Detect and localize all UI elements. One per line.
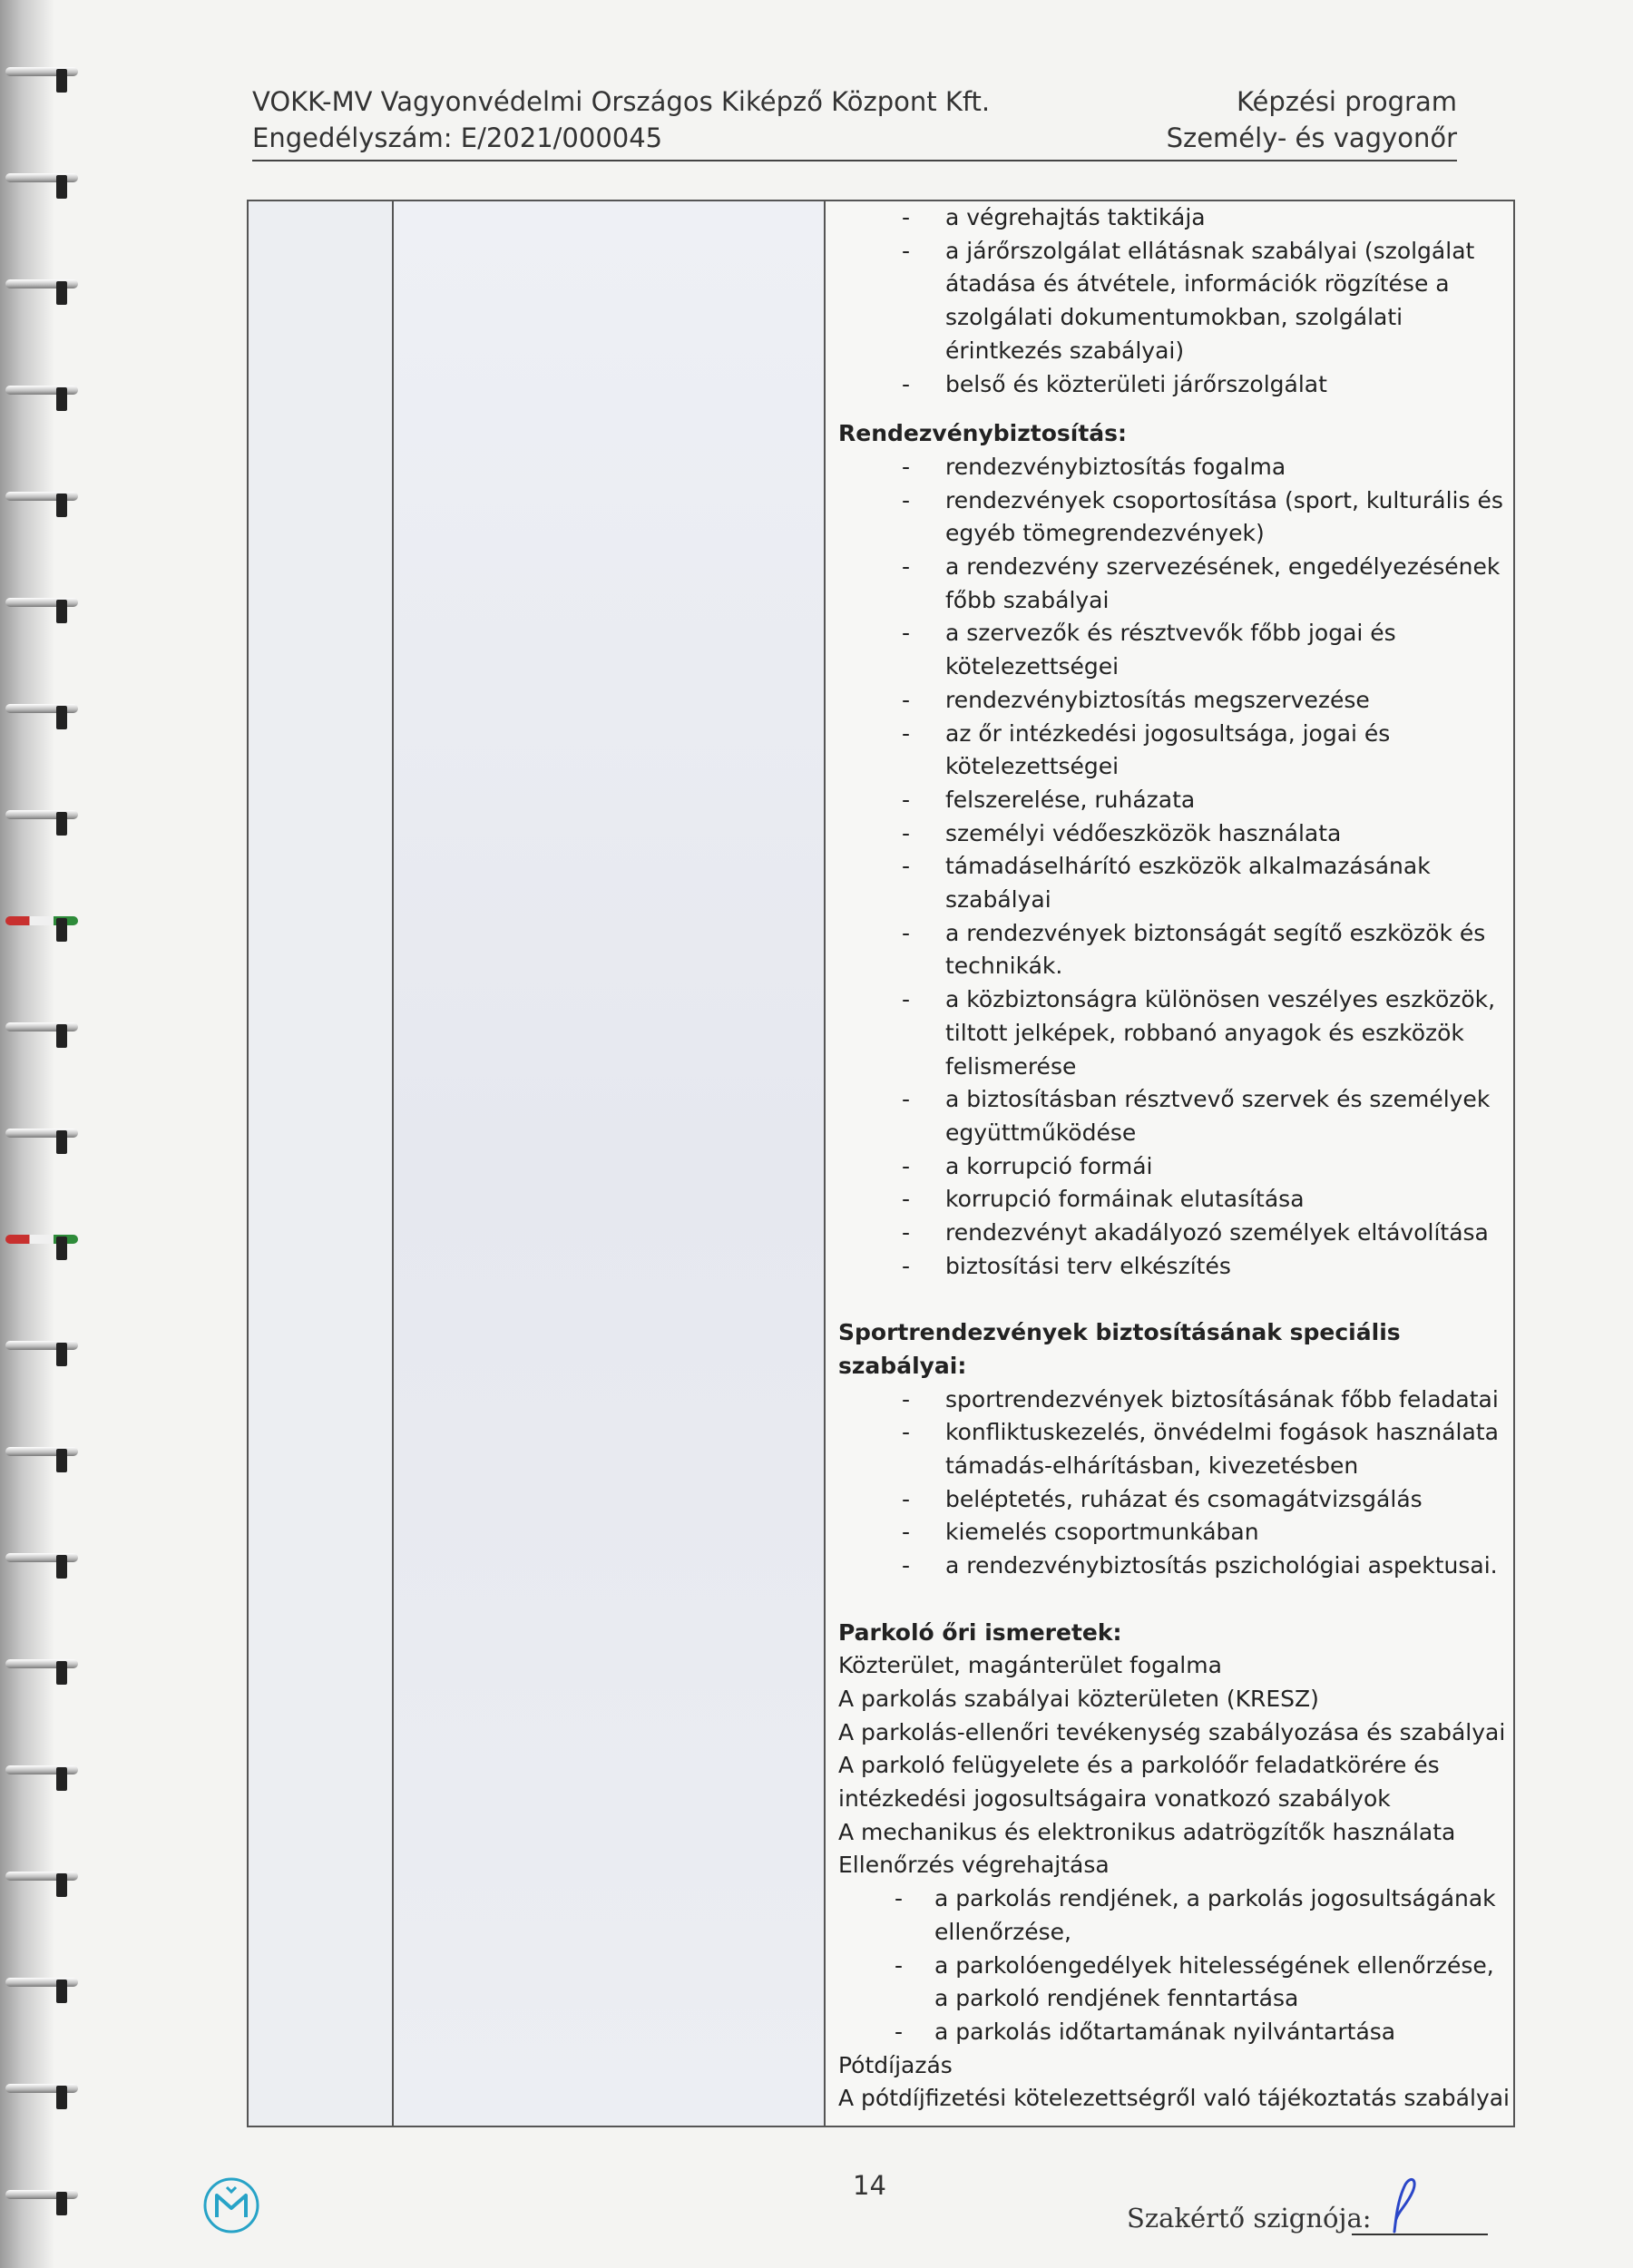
parking-lines <box>838 1649 1511 1882</box>
list-item: - az őr intézkedési jogosultsága, jogai és kötelezettségei <box>838 718 1511 784</box>
binding-ring <box>5 1010 78 1050</box>
spiral-binding <box>0 0 100 2268</box>
binding-ring <box>5 797 78 837</box>
list-item: - rendezvényt akadályozó személyek eltávolítása <box>838 1217 1511 1250</box>
list-item: - belső és közterületi járőrszolgálat <box>838 368 1511 402</box>
list-item: - a korrupció formái <box>838 1150 1511 1184</box>
list-item: - a rendezvények biztonságát segítő eszközök és technikák. <box>838 917 1511 983</box>
list-item: - a végrehajtás taktikája <box>838 201 1511 235</box>
text-line: A parkoló felügyelete és a parkolóőr feladatkörére és intézkedési jogosultságaira vonatkozó szabályok <box>838 1752 1440 1813</box>
text-line: Ellenőrzés végrehajtása <box>838 1852 1110 1879</box>
program-table <box>247 200 1515 2127</box>
list-item: - rendezvénybiztosítás fogalma <box>838 451 1511 484</box>
header-right <box>1167 83 1457 156</box>
binding-ring <box>5 161 78 200</box>
handwritten-signature-icon <box>1374 2172 1429 2235</box>
text-line: A pótdíjfizetési kötelezettségről való tájékoztatás szabályai <box>838 2085 1511 2112</box>
company-logo-icon <box>201 2175 261 2235</box>
list-item: - a parkolóengedélyek hitelességének ellenőrzése, a parkoló rendjének fenntartása <box>838 1950 1511 2016</box>
section-title-event-security: Rendezvénybiztosítás: <box>838 420 1128 447</box>
list-item: - biztosítási terv elkészítés <box>838 1250 1511 1284</box>
list-item: - konfliktuskezelés, önvédelmi fogások használata támadás-elhárításban, kivezetésben <box>838 1416 1511 1482</box>
program-label: Képzési program <box>1236 86 1457 117</box>
list-item: - korrupció formáinak elutasítása <box>838 1183 1511 1217</box>
binding-ring <box>5 479 78 519</box>
text-line: A mechanikus és elektronikus adatrögzítők használata <box>838 1818 1456 1845</box>
list-item: - kiemelés csoportmunkában <box>838 1516 1511 1549</box>
binding-ring <box>5 1753 78 1793</box>
list-item: - rendezvénybiztosítás megszervezése <box>838 684 1511 718</box>
sport-events-list <box>838 1383 1511 1583</box>
binding-ring <box>5 267 78 307</box>
page-header <box>252 83 1457 161</box>
section-title-parking-guard: Parkoló őri ismeretek: <box>838 1618 1122 1646</box>
header-left <box>252 83 990 156</box>
list-item: - a járőrszolgálat ellátásnak szabályai (szolgálat átadása és átvétele, információk rögzítése a szolgálati dokumentumokban, szolgálati érintkezés szabályai) <box>838 235 1511 368</box>
binding-ring <box>5 1434 78 1474</box>
list-item: - a szervezők és résztvevők főbb jogai és kötelezettségei <box>838 617 1511 683</box>
binding-ring <box>5 1647 78 1686</box>
table-column-1 <box>249 201 394 2126</box>
license-number: Engedélyszám: E/2021/000045 <box>252 122 663 153</box>
text-line: A parkolás szabályai közterületen (KRESZ) <box>838 1685 1319 1712</box>
binding-ring <box>5 1965 78 2005</box>
binding-ring <box>5 1540 78 1580</box>
curriculum-content <box>838 201 1511 2116</box>
list-item: - a közbiztonságra különösen veszélyes eszközök, tiltott jelképek, robbanó anyagok és eszközök felismerése <box>838 983 1511 1083</box>
page-number: 14 <box>853 2170 886 2201</box>
list-item: - rendezvények csoportosítása (sport, kulturális és egyéb tömegrendezvények) <box>838 484 1511 551</box>
list-item: - sportrendezvények biztosításának főbb feladatai <box>838 1383 1511 1417</box>
list-item: - a parkolás rendjének, a parkolás jogosultságának ellenőrzése, <box>838 1882 1511 1949</box>
table-column-3 <box>826 201 1513 2126</box>
text-line: A parkolás-ellenőri tevékenység szabályozása és szabályai <box>838 1718 1506 1745</box>
org-name: VOKK-MV Vagyonvédelmi Országos Kiképző Központ Kft. <box>252 86 991 117</box>
event-security-list <box>838 451 1511 1284</box>
list-item: - felszerelése, ruházata <box>838 784 1511 817</box>
text-line: Közterület, magánterület fogalma <box>838 1652 1222 1679</box>
binding-ring <box>5 2071 78 2111</box>
binding-ring <box>5 1222 78 1262</box>
binding-ring <box>5 1116 78 1156</box>
program-name: Személy- és vagyonőr <box>1166 122 1457 153</box>
binding-ring <box>5 54 78 94</box>
binding-ring <box>5 1328 78 1368</box>
parking-check-list <box>838 1882 1511 2049</box>
list-item: - beléptetés, ruházat és csomagátvizsgálás <box>838 1483 1511 1517</box>
binding-ring <box>5 691 78 731</box>
list-item: - a biztosításban résztvevő szervek és személyek együttműködése <box>838 1083 1511 1149</box>
list-item: - a rendezvény szervezésének, engedélyezésének főbb szabályai <box>838 551 1511 617</box>
binding-ring <box>5 1859 78 1899</box>
list-item: - személyi védőeszközök használata <box>838 817 1511 851</box>
signature-label: Szakértő szignója: <box>1127 2203 1372 2234</box>
binding-ring <box>5 585 78 625</box>
intro-list <box>838 201 1511 401</box>
binding-ring <box>5 2177 78 2217</box>
binding-ring <box>5 904 78 943</box>
table-column-2 <box>394 201 826 2126</box>
list-item: - a rendezvénybiztosítás pszichológiai aspektusai. <box>838 1549 1511 1583</box>
text-line: Pótdíjazás <box>838 2051 953 2078</box>
binding-ring <box>5 373 78 413</box>
list-item: - támadáselhárító eszközök alkalmazásának szabályai <box>838 850 1511 916</box>
parking-closing-lines <box>838 2049 1511 2116</box>
list-item: - a parkolás időtartamának nyilvántartása <box>838 2016 1511 2049</box>
section-title-sport-events: Sportrendezvények biztosításának speciális szabályai: <box>838 1319 1401 1379</box>
